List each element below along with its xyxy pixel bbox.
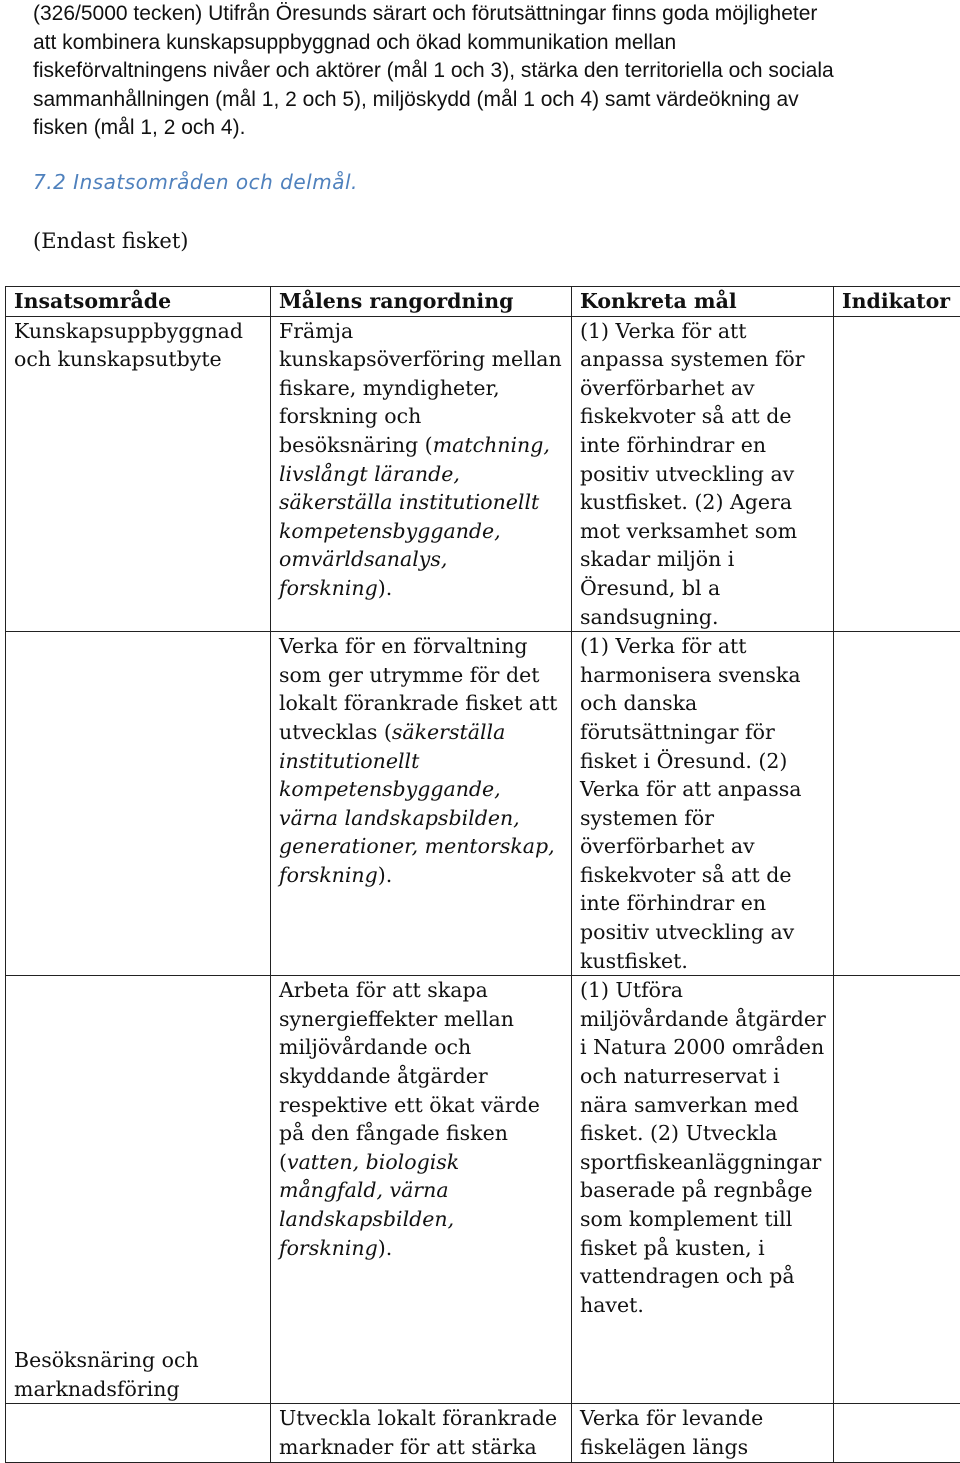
ranking-tail: ). (378, 576, 393, 600)
table-row (6, 1404, 960, 1462)
intro-line: fiskeförvaltningens nivåer och aktörer (mål 1 och 3), stärka den territoriella och sociala (33, 57, 953, 86)
ranking-cell (271, 316, 572, 632)
concrete-cell: (1) Verka för att anpassa systemen för överförbarhet av fiskekvoter så att de inte förhindrar en positiv utveckling av kustfisket. (2) Agera mot verksamhet som skadar miljön i Öresund, bl a sandsugning. (572, 316, 834, 632)
goals-table (5, 286, 960, 1463)
header-indicator: Indikator (834, 287, 960, 317)
table-row (6, 316, 960, 632)
indicator-cell (834, 316, 960, 632)
ranking-examples: vatten, biologisk mångfald, värna landskapsbilden, forskning (279, 1150, 459, 1260)
header-area: Insatsområde (6, 287, 271, 317)
header-ranking: Målens rangordning (271, 287, 572, 317)
indicator-cell (834, 632, 960, 976)
table-header-row (6, 287, 960, 317)
table-row (6, 632, 960, 976)
section-heading: 7.2 Insatsområden och delmål. (33, 170, 358, 194)
ranking-examples: säkerställa institutionellt kompetensbyggande, värna landskapsbilden, generationer, mentorskap, forskning (279, 720, 555, 887)
indicator-cell (834, 1404, 960, 1462)
scope-note: (Endast fisket) (33, 229, 188, 253)
header-concrete: Konkreta mål (572, 287, 834, 317)
ranking-cell (271, 976, 572, 1404)
concrete-cell: Verka för levande fiskelägen längs (572, 1404, 834, 1462)
intro-line: att kombinera kunskapsuppbyggnad och ökad kommunikation mellan (33, 29, 953, 58)
concrete-cell: (1) Utföra miljövårdande åtgärder i Natura 2000 områden och naturreservat i nära samverkan med fisket. (2) Utveckla sportfiskeanläggningar baserade på regnbåge som komplement till fisket på kusten, i vattendragen och på havet. (572, 976, 834, 1404)
intro-paragraph (33, 0, 953, 143)
intro-line: sammanhållningen (mål 1, 2 och 5), miljöskydd (mål 1 och 4) samt värdeökning av (33, 86, 953, 115)
ranking-text: Arbeta för att skapa synergieffekter mellan miljövårdande och skyddande åtgärder respektive ett ökat värde på den fångade fisken ( (279, 978, 540, 1174)
area-cell: Kunskapsuppbyggnad och kunskapsutbyte (6, 316, 271, 632)
ranking-text: Verka för en förvaltning som ger utrymme för det lokalt förankrade fisket att utvecklas ( (279, 634, 557, 744)
ranking-cell (271, 1404, 572, 1462)
ranking-examples: matchning, livslångt lärande, säkerställa institutionellt kompetensbyggande, omvärldsanalys, forskning (279, 433, 550, 600)
concrete-cell: (1) Verka för att harmonisera svenska och danska förutsättningar för fisket i Öresund. (2) Verka för att anpassa systemen för överförbarhet av fiskekvoter så att de inte förhindrar en positiv utveckling av kustfisket. (572, 632, 834, 976)
ranking-tail: ). (378, 863, 393, 887)
indicator-cell (834, 976, 960, 1404)
ranking-cell (271, 632, 572, 976)
ranking-tail: ). (378, 1236, 393, 1260)
area-cell (6, 1404, 271, 1462)
ranking-text: Främja kunskapsöverföring mellan fiskare, myndigheter, forskning och besöksnäring ( (279, 319, 562, 457)
area-cell (6, 976, 271, 1404)
intro-line: (326/5000 tecken) Utifrån Öresunds särart och förutsättningar finns goda möjligheter (33, 0, 953, 29)
area-cell (6, 632, 271, 976)
ranking-text: Utveckla lokalt förankrade marknader för att stärka (279, 1406, 557, 1459)
intro-line: fisken (mål 1, 2 och 4). (33, 114, 953, 143)
table-row (6, 976, 960, 1404)
area-label: Besöksnäring och marknadsföring (14, 1346, 264, 1403)
